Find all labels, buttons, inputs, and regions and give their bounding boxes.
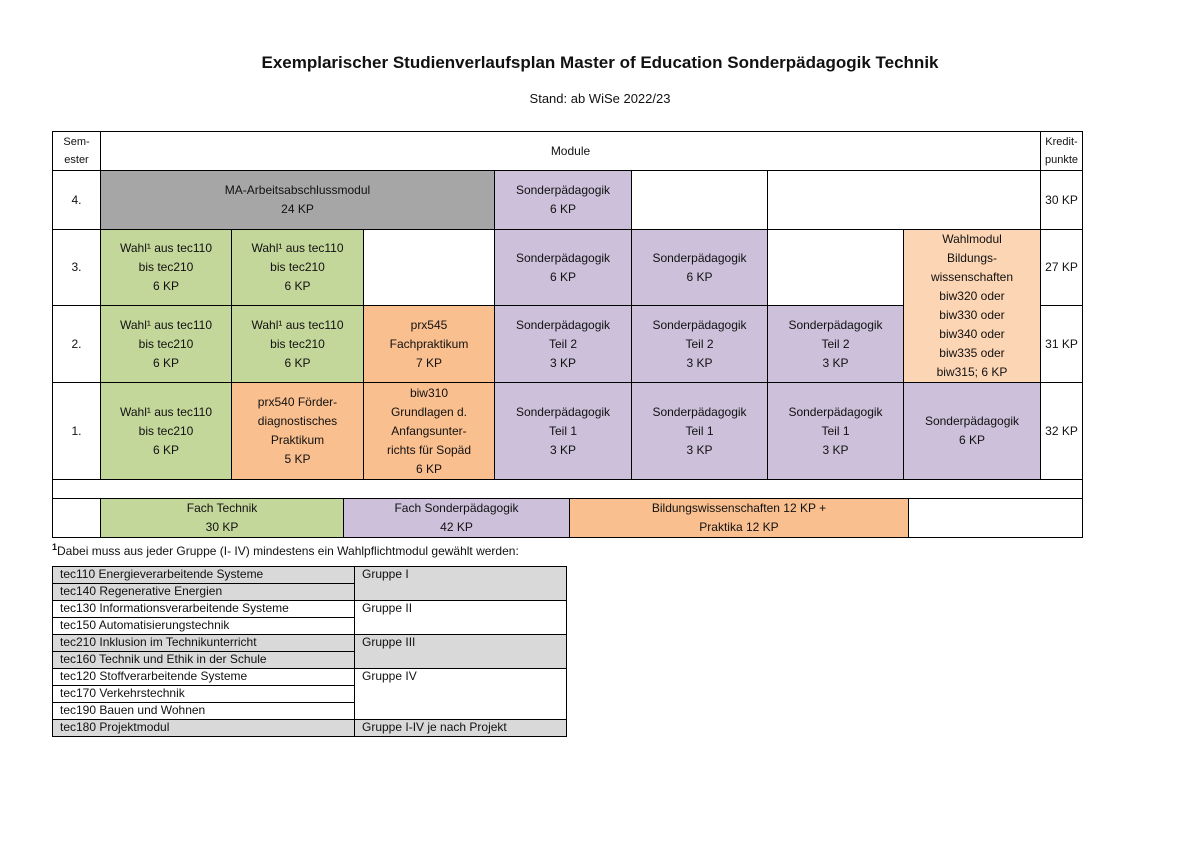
sonderpaedagogik-r4: Sonderpädagogik 6 KP	[494, 170, 632, 230]
spacer-row	[52, 479, 1083, 499]
group-label: Gruppe I	[362, 567, 409, 581]
sonderpaedagogik-r3-1: Sonderpädagogik 6 KP	[494, 229, 632, 306]
biw310-grundlagen: biw310 Grundlagen d. Anfangsunter- richts für Sopäd 6 KP	[363, 382, 495, 480]
footnote	[52, 542, 519, 558]
group-module: tec120 Stoffverarbeitende Systeme	[60, 669, 248, 683]
legend-fach-technik: Fach Technik 30 KP	[100, 498, 344, 538]
credits-r4: 30 KP	[1040, 170, 1083, 230]
row-border	[52, 719, 355, 737]
group-border	[354, 668, 567, 720]
group-label: Gruppe II	[362, 601, 413, 615]
group-label: Gruppe I-IV je nach Projekt	[362, 720, 507, 734]
semester-1: 1.	[52, 382, 101, 480]
credits-r2: 31 KP	[1040, 305, 1083, 383]
wahl-technik-r3-1: Wahl¹ aus tec110 bis tec210 6 KP	[100, 229, 232, 306]
ma-thesis-module: MA-Arbeitsabschlussmodul 24 KP	[100, 170, 495, 230]
sonderpaedagogik-r2-2: Sonderpädagogik Teil 2 3 KP	[631, 305, 768, 383]
prx545-fachpraktikum: prx545 Fachpraktikum 7 KP	[363, 305, 495, 383]
group-module: tec110 Energieverarbeitende Systeme	[60, 567, 264, 581]
group-label: Gruppe IV	[362, 669, 417, 683]
header-semester: Sem- ester	[52, 131, 101, 171]
empty-cell	[52, 498, 101, 538]
page-title: Exemplarischer Studienverlaufsplan Master of Education Sonderpädagogik Technik	[261, 53, 939, 72]
group-module: tec170 Verkehrstechnik	[60, 686, 185, 700]
row-border	[52, 668, 355, 686]
group-module: tec210 Inklusion im Technikunterricht	[60, 635, 257, 649]
sonderpaedagogik-r2-3: Sonderpädagogik Teil 2 3 KP	[767, 305, 904, 383]
legend-fach-sonderpaedagogik: Fach Sonderpädagogik 42 KP	[343, 498, 570, 538]
group-border	[354, 600, 567, 635]
credits-r1: 32 KP	[1040, 382, 1083, 480]
empty-cell	[908, 498, 1083, 538]
group-border	[354, 634, 567, 669]
wahl-technik-r2-2: Wahl¹ aus tec110 bis tec210 6 KP	[231, 305, 364, 383]
row-border	[52, 617, 355, 635]
semester-4: 4.	[52, 170, 101, 230]
row-border	[52, 634, 355, 652]
semester-3: 3.	[52, 229, 101, 306]
empty-cell	[363, 229, 495, 306]
group-module: tec190 Bauen und Wohnen	[60, 703, 206, 717]
row-border	[52, 600, 355, 618]
group-border	[354, 719, 567, 737]
header-modules: Module	[100, 131, 1041, 171]
row-border	[52, 651, 355, 669]
page-subtitle: Stand: ab WiSe 2022/23	[529, 91, 671, 106]
prx540-praktikum: prx540 Förder- diagnostisches Praktikum 5 KP	[231, 382, 364, 480]
group-module: tec130 Informationsverarbeitende Systeme	[60, 601, 289, 615]
credits-r3: 27 KP	[1040, 229, 1083, 306]
group-module: tec160 Technik und Ethik in der Schule	[60, 652, 267, 666]
row-border	[52, 583, 355, 601]
wahl-technik-r1-1: Wahl¹ aus tec110 bis tec210 6 KP	[100, 382, 232, 480]
group-border	[354, 566, 567, 601]
semester-2: 2.	[52, 305, 101, 383]
sonderpaedagogik-r3-2: Sonderpädagogik 6 KP	[631, 229, 768, 306]
empty-cell	[767, 229, 904, 306]
footnote-marker: 1	[52, 542, 58, 552]
empty-cell	[767, 170, 1041, 230]
legend-bildungswissenschaften: Bildungswissenschaften 12 KP + Praktika 12 KP	[569, 498, 909, 538]
row-border	[52, 702, 355, 720]
group-module: tec180 Projektmodul	[60, 720, 170, 734]
empty-cell	[631, 170, 768, 230]
sonderpaedagogik-r1-3: Sonderpädagogik Teil 1 3 KP	[767, 382, 904, 480]
wahl-technik-r2-1: Wahl¹ aus tec110 bis tec210 6 KP	[100, 305, 232, 383]
sonderpaedagogik-r1-2: Sonderpädagogik Teil 1 3 KP	[631, 382, 768, 480]
row-border	[52, 566, 355, 584]
sonderpaedagogik-r1-4: Sonderpädagogik 6 KP	[903, 382, 1041, 480]
sonderpaedagogik-r1-1: Sonderpädagogik Teil 1 3 KP	[494, 382, 632, 480]
group-label: Gruppe III	[362, 635, 416, 649]
header-credits: Kredit- punkte	[1040, 131, 1083, 171]
group-module: tec150 Automatisierungstechnik	[60, 618, 230, 632]
wahlmodul-bildungswissenschaften: Wahlmodul Bildungs- wissenschaften biw320 oder biw330 oder biw340 oder biw335 oder biw315; 6 KP	[903, 229, 1041, 383]
wahl-technik-r3-2: Wahl¹ aus tec110 bis tec210 6 KP	[231, 229, 364, 306]
row-border	[52, 685, 355, 703]
sonderpaedagogik-r2-1: Sonderpädagogik Teil 2 3 KP	[494, 305, 632, 383]
group-module: tec140 Regenerative Energien	[60, 584, 223, 598]
footnote-text: Dabei muss aus jeder Gruppe (I- IV) mindestens ein Wahlpflichtmodul gewählt werden:	[57, 544, 519, 558]
